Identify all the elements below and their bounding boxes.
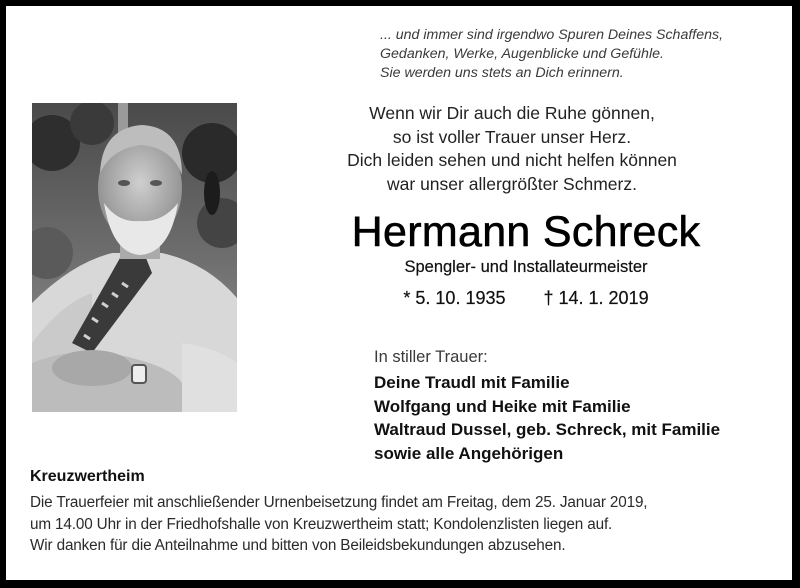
birth-date: * 5. 10. 1935 [403,288,506,308]
notice-line: Wir danken für die Anteilnahme und bitten von Beileidsbekundungen abzusehen. [30,537,566,554]
mourner-line: Wolfgang und Heike mit Familie [374,396,631,416]
life-dates [316,288,736,309]
funeral-notice [30,492,647,557]
deceased-profession: Spengler- und Installateurmeister [404,258,648,276]
quote-line: ... und immer sind irgendwo Spuren Deines Schaffens, [380,27,724,43]
quote-line: Gedanken, Werke, Augenblicke und Gefühle. [380,46,664,62]
memorial-poem [322,102,702,196]
mourner-line: Waltraud Dussel, geb. Schreck, mit Familie [374,420,721,439]
place-name: Kreuzwertheim [30,468,145,485]
mourner-line: sowie alle Angehörigen [374,443,564,463]
portrait-photo [32,103,237,412]
death-date: † 14. 1. 2019 [543,288,649,308]
mourners-list [374,371,720,465]
portrait-image [32,103,237,412]
quote-line: Sie werden uns stets an Dich erinnern. [380,65,624,81]
notice-line: Die Trauerfeier mit anschließender Urnenbeisetzung findet am Freitag, dem 25. Januar 2019, [30,494,648,511]
poem-line: Dich leiden sehen und nicht helfen können [347,150,677,170]
mourners-label: In stiller Trauer: [374,348,488,366]
poem-line: war unser allergrößter Schmerz. [387,173,637,194]
poem-line: so ist voller Trauer unser Herz. [392,126,632,147]
memorial-quote [380,26,790,83]
notice-line: um 14.00 Uhr in der Friedhofshalle von Kreuzwertheim statt; Kondolenzlisten liegen auf. [30,515,613,533]
obituary-notice [6,6,792,580]
mourner-line: Deine Traudl mit Familie [374,373,570,392]
poem-line: Wenn wir Dir auch die Ruhe gönnen, [369,103,655,123]
deceased-name: Hermann Schreck [351,208,701,256]
